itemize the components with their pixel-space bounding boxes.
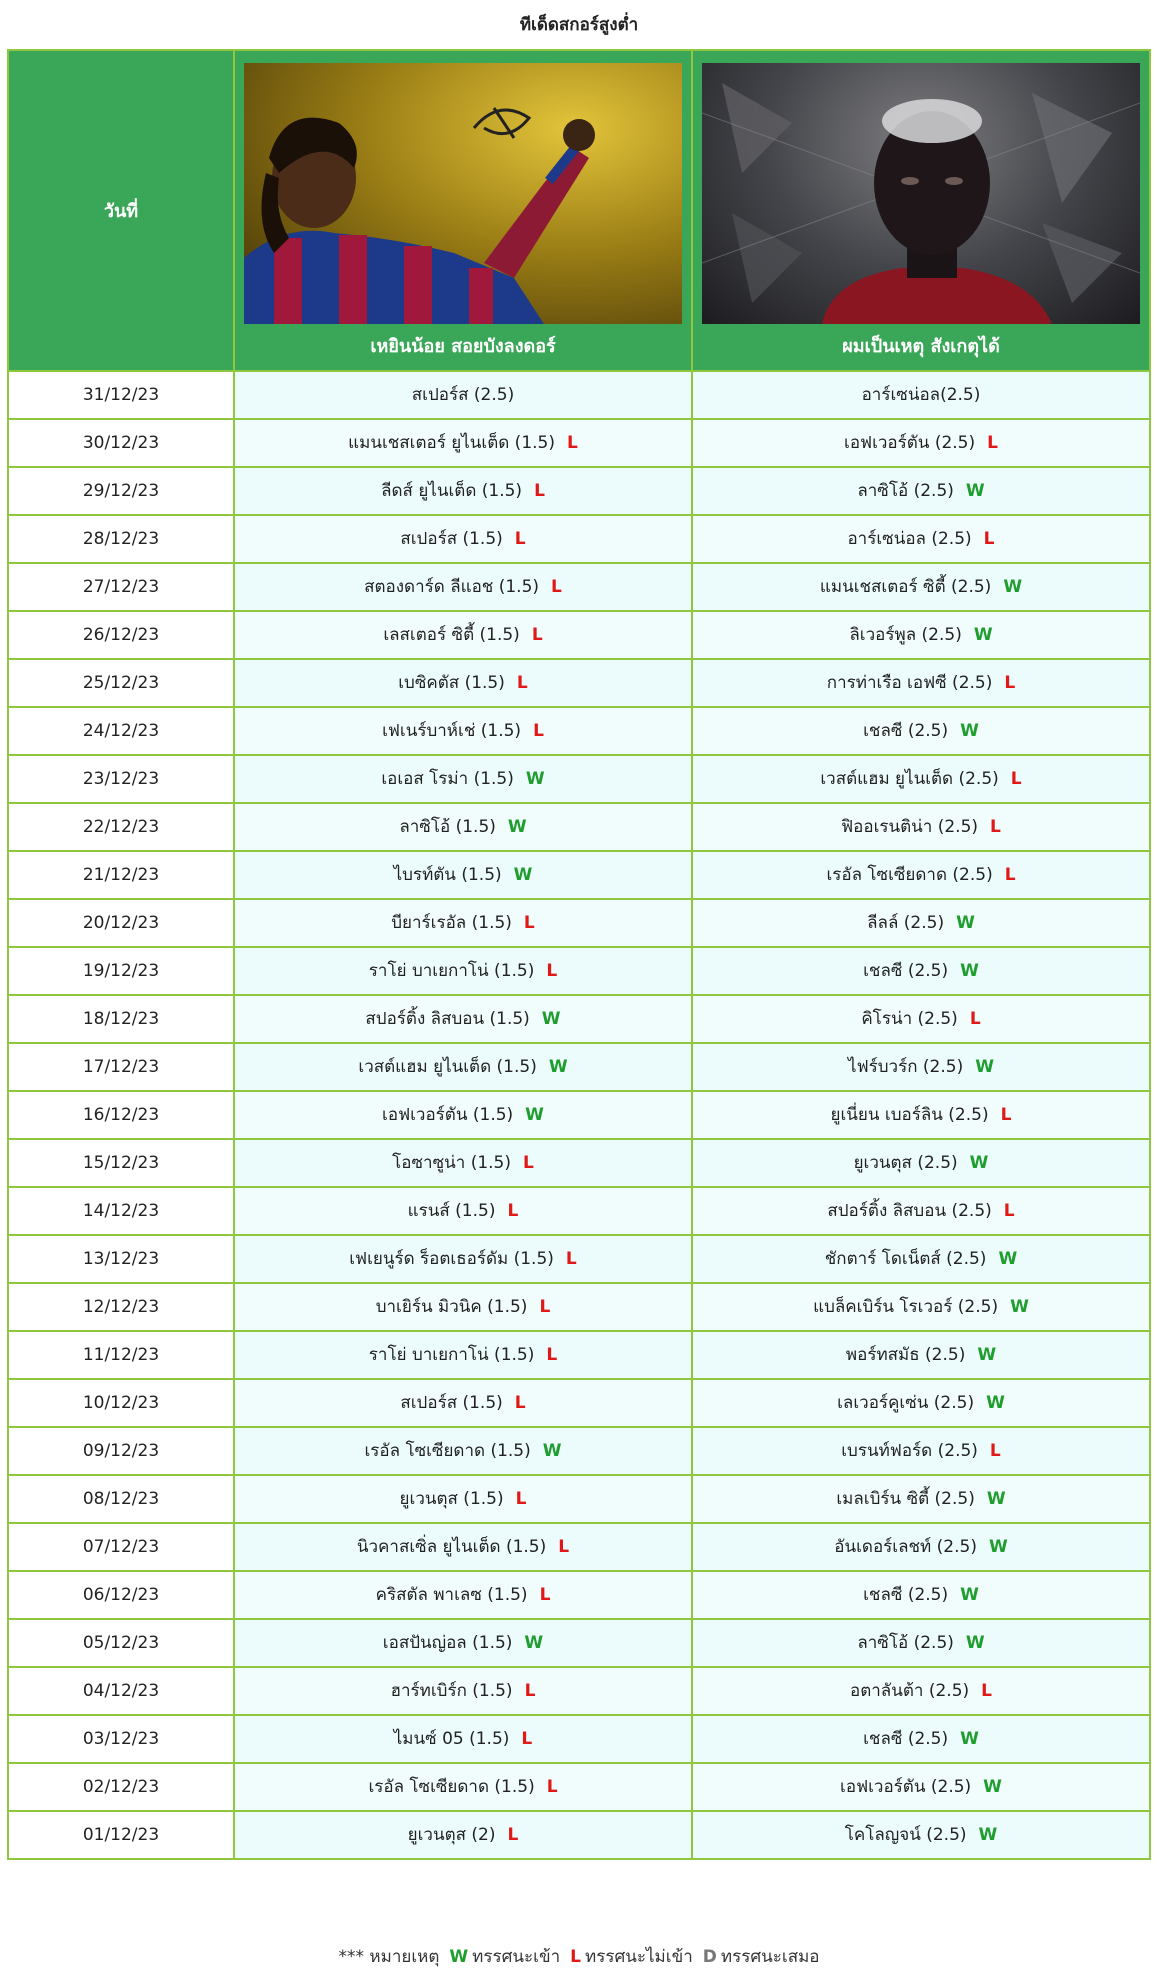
footballer-barcelona-photo bbox=[244, 63, 682, 324]
pick-team: เอฟเวอร์ตัน (2.5) bbox=[844, 433, 976, 453]
tipster-2-pick-cell bbox=[692, 1187, 1150, 1235]
pick-team: คริสตัล พาเลซ (1.5) bbox=[375, 1585, 528, 1605]
table-row bbox=[8, 515, 1150, 563]
result-badge: W bbox=[960, 961, 979, 981]
result-badge: L bbox=[987, 433, 998, 453]
tipster-1-pick-cell bbox=[234, 899, 692, 947]
pick-team: เฟเยนูร์ด ร็อตเธอร์ดัม (1.5) bbox=[349, 1249, 554, 1269]
result-badge: L bbox=[524, 1681, 536, 1701]
tipster-2-pick-cell bbox=[692, 371, 1150, 419]
tipster-1-pick-cell bbox=[234, 1571, 692, 1619]
tipster-1-pick-cell bbox=[234, 1331, 692, 1379]
table-row bbox=[8, 1571, 1150, 1619]
result-badge: L bbox=[507, 1201, 519, 1221]
legend-label-draw: ทรรศนะเสมอ bbox=[720, 1947, 820, 1967]
tipster-2-pick-cell bbox=[692, 1763, 1150, 1811]
result-badge: W bbox=[977, 1345, 997, 1365]
table-row bbox=[8, 1283, 1150, 1331]
row-date: 30/12/23 bbox=[8, 419, 234, 467]
tipster-2-pick-cell bbox=[692, 563, 1150, 611]
pick-team: แรนส์ (1.5) bbox=[407, 1201, 496, 1221]
tipster-2-pick-cell bbox=[692, 947, 1150, 995]
pick-team: สปอร์ติ้ง ลิสบอน (1.5) bbox=[365, 1009, 530, 1029]
tipster-2-pick-cell bbox=[692, 1715, 1150, 1763]
pick-team: ฟิออเรนติน่า (2.5) bbox=[841, 817, 979, 837]
row-date: 27/12/23 bbox=[8, 563, 234, 611]
legend-label-win: ทรรศนะเข้า bbox=[472, 1947, 561, 1967]
row-date: 16/12/23 bbox=[8, 1091, 234, 1139]
row-date: 20/12/23 bbox=[8, 899, 234, 947]
table-row bbox=[8, 1619, 1150, 1667]
result-badge: W bbox=[525, 769, 545, 789]
result-badge: L bbox=[1000, 1105, 1012, 1125]
row-date: 01/12/23 bbox=[8, 1811, 234, 1859]
tipster-2-pick-cell bbox=[692, 995, 1150, 1043]
row-date: 14/12/23 bbox=[8, 1187, 234, 1235]
result-badge: W bbox=[507, 817, 527, 837]
table-row bbox=[8, 899, 1150, 947]
row-date: 21/12/23 bbox=[8, 851, 234, 899]
footballer-portrait-photo bbox=[702, 63, 1140, 324]
tipster-2-pick-cell bbox=[692, 1811, 1150, 1859]
date-column-header: วันที่ bbox=[8, 50, 234, 371]
result-badge: W bbox=[524, 1633, 544, 1653]
tipster-2-pick-cell bbox=[692, 1379, 1150, 1427]
tipster-1-pick-cell bbox=[234, 995, 692, 1043]
result-badge: L bbox=[507, 1825, 519, 1845]
tipster-1-pick-cell bbox=[234, 1043, 692, 1091]
pick-team: บียาร์เรอัล (1.5) bbox=[391, 913, 512, 933]
result-badge: L bbox=[969, 1009, 981, 1029]
result-badge: L bbox=[539, 1585, 551, 1605]
row-date: 12/12/23 bbox=[8, 1283, 234, 1331]
table-row bbox=[8, 467, 1150, 515]
tipster-2-pick-cell bbox=[692, 1571, 1150, 1619]
result-badge: L bbox=[983, 529, 995, 549]
table-row bbox=[8, 1715, 1150, 1763]
tipster-1-pick-cell bbox=[234, 419, 692, 467]
row-date: 03/12/23 bbox=[8, 1715, 234, 1763]
row-date: 10/12/23 bbox=[8, 1379, 234, 1427]
table-row bbox=[8, 1139, 1150, 1187]
tipster-1-pick-cell bbox=[234, 1427, 692, 1475]
pick-team: ไฟร์บวร์ก (2.5) bbox=[848, 1057, 964, 1077]
pick-team: นิวคาสเซิ่ล ยูไนเต็ด (1.5) bbox=[356, 1537, 547, 1557]
result-badge: W bbox=[969, 1153, 989, 1173]
result-badge: L bbox=[516, 673, 528, 693]
pick-team: เชลซี (2.5) bbox=[863, 721, 949, 741]
tipster-2-pick-cell bbox=[692, 1427, 1150, 1475]
tipster-1-pick-cell bbox=[234, 1763, 692, 1811]
pick-team: สปอร์ติ้ง ลิสบอน (2.5) bbox=[827, 1201, 992, 1221]
tipster-2-pick-cell bbox=[692, 1091, 1150, 1139]
tipster-1-pick-cell bbox=[234, 1139, 692, 1187]
result-badge: W bbox=[541, 1009, 561, 1029]
result-badge: L bbox=[567, 433, 578, 453]
row-date: 18/12/23 bbox=[8, 995, 234, 1043]
table-row bbox=[8, 1523, 1150, 1571]
table-row bbox=[8, 611, 1150, 659]
tipster-2-pick-cell bbox=[692, 1043, 1150, 1091]
tipster-2-pick-cell bbox=[692, 707, 1150, 755]
row-date: 25/12/23 bbox=[8, 659, 234, 707]
pick-team: ลาซิโอ้ (1.5) bbox=[399, 817, 496, 837]
result-badge: L bbox=[546, 1777, 558, 1797]
row-date: 07/12/23 bbox=[8, 1523, 234, 1571]
table-row bbox=[8, 1235, 1150, 1283]
result-badge: L bbox=[1003, 1201, 1015, 1221]
table-row bbox=[8, 1091, 1150, 1139]
result-badge: W bbox=[983, 1777, 1002, 1797]
tipster-2-pick-cell bbox=[692, 755, 1150, 803]
result-badge: L bbox=[981, 1681, 992, 1701]
tips-table-body bbox=[8, 371, 1150, 1859]
tipster-1-pick-cell bbox=[234, 1187, 692, 1235]
pick-team: เรอัล โซเซียดาด (1.5) bbox=[364, 1441, 531, 1461]
table-row bbox=[8, 1475, 1150, 1523]
pick-team: แบล็คเบิร์น โรเวอร์ (2.5) bbox=[813, 1297, 999, 1317]
result-badge: W bbox=[965, 1633, 985, 1653]
row-date: 15/12/23 bbox=[8, 1139, 234, 1187]
table-row bbox=[8, 803, 1150, 851]
result-badge: L bbox=[523, 913, 535, 933]
tipster-1-pick-cell bbox=[234, 1475, 692, 1523]
pick-team: โอซาซูน่า (1.5) bbox=[392, 1153, 511, 1173]
tipster-1-pick-cell bbox=[234, 803, 692, 851]
row-date: 08/12/23 bbox=[8, 1475, 234, 1523]
pick-team: เบรนท์ฟอร์ด (2.5) bbox=[841, 1441, 978, 1461]
row-date: 29/12/23 bbox=[8, 467, 234, 515]
tipster-2-pick-cell bbox=[692, 1475, 1150, 1523]
pick-team: ลิเวอร์พูล (2.5) bbox=[849, 625, 962, 645]
pick-team: เฟเนร์บาห์เช่ (1.5) bbox=[382, 721, 522, 741]
pick-team: ไมนซ์ 05 (1.5) bbox=[393, 1729, 510, 1749]
tipster-1-pick-cell bbox=[234, 611, 692, 659]
row-date: 09/12/23 bbox=[8, 1427, 234, 1475]
result-badge: L bbox=[565, 1249, 577, 1269]
pick-team: ลาซิโอ้ (2.5) bbox=[857, 481, 954, 501]
row-date: 04/12/23 bbox=[8, 1667, 234, 1715]
result-badge: W bbox=[960, 1729, 979, 1749]
table-row bbox=[8, 755, 1150, 803]
result-badge: W bbox=[956, 913, 975, 933]
result-badge: W bbox=[542, 1441, 562, 1461]
tipster-2-header bbox=[692, 50, 1150, 371]
legend-label-loss: ทรรศนะไม่เข้า bbox=[585, 1947, 693, 1967]
tipster-1-pick-cell bbox=[234, 1235, 692, 1283]
table-row bbox=[8, 1427, 1150, 1475]
pick-team: ราโย่ บาเยกาโน่ (1.5) bbox=[368, 961, 535, 981]
result-badge: L bbox=[533, 721, 544, 741]
tipster-1-pick-cell bbox=[234, 1523, 692, 1571]
photo-illustration bbox=[702, 63, 1140, 324]
result-badge: L bbox=[523, 1153, 534, 1173]
pick-team: เมลเบิร์น ซิตี้ (2.5) bbox=[836, 1489, 975, 1509]
table-row bbox=[8, 707, 1150, 755]
row-date: 06/12/23 bbox=[8, 1571, 234, 1619]
pick-team: บาเยิร์น มิวนิค (1.5) bbox=[375, 1297, 528, 1317]
pick-team: ชักตาร์ โดเน็ตส์ (2.5) bbox=[824, 1249, 987, 1269]
pick-team: เลสเตอร์ ซิตี้ (1.5) bbox=[383, 625, 520, 645]
tipster-1-header bbox=[234, 50, 692, 371]
table-row bbox=[8, 1187, 1150, 1235]
pick-team: อตาลันต้า (2.5) bbox=[850, 1681, 970, 1701]
table-header-row bbox=[8, 50, 1150, 371]
legend-key-win: W bbox=[449, 1947, 469, 1967]
table-row bbox=[8, 659, 1150, 707]
table-row bbox=[8, 563, 1150, 611]
tipster-2-pick-cell bbox=[692, 1619, 1150, 1667]
tipster-2-pick-cell bbox=[692, 611, 1150, 659]
tipster-2-pick-cell bbox=[692, 1283, 1150, 1331]
pick-team: เอเอส โรม่า (1.5) bbox=[381, 769, 514, 789]
result-badge: W bbox=[960, 721, 979, 741]
row-date: 13/12/23 bbox=[8, 1235, 234, 1283]
tipster-2-pick-cell bbox=[692, 1139, 1150, 1187]
table-row bbox=[8, 419, 1150, 467]
table-row bbox=[8, 1667, 1150, 1715]
pick-team: เรอัล โซเซียดาด (1.5) bbox=[368, 1777, 535, 1797]
result-badge: L bbox=[546, 1345, 558, 1365]
pick-team: การท่าเรือ เอฟซี (2.5) bbox=[826, 673, 993, 693]
tipster-1-pick-cell bbox=[234, 371, 692, 419]
tipster-1-pick-cell bbox=[234, 1283, 692, 1331]
pick-team: แมนเชสเตอร์ ซิตี้ (2.5) bbox=[819, 577, 992, 597]
result-badge: W bbox=[960, 1585, 979, 1605]
pick-team: เชลซี (2.5) bbox=[863, 1585, 949, 1605]
result-badge: W bbox=[965, 481, 985, 501]
result-badge: L bbox=[558, 1537, 570, 1557]
table-row bbox=[8, 371, 1150, 419]
tipster-1-pick-cell bbox=[234, 947, 692, 995]
pick-team: ลาซิโอ้ (2.5) bbox=[857, 1633, 954, 1653]
pick-team: ไบรท์ตัน (1.5) bbox=[393, 865, 502, 885]
result-badge: L bbox=[514, 529, 526, 549]
tipster-2-pick-cell bbox=[692, 467, 1150, 515]
pick-team: แมนเชสเตอร์ ยูไนเต็ด (1.5) bbox=[348, 433, 555, 453]
photo-illustration bbox=[244, 63, 682, 324]
row-date: 23/12/23 bbox=[8, 755, 234, 803]
result-badge: L bbox=[534, 481, 545, 501]
tipster-1-name: เหยินน้อย สอยบังลงดอร์ bbox=[370, 336, 556, 357]
result-badge: W bbox=[525, 1105, 544, 1125]
tipster-2-pick-cell bbox=[692, 803, 1150, 851]
pick-team: เอสปันญ่อล (1.5) bbox=[382, 1633, 513, 1653]
pick-team: คิโรน่า (2.5) bbox=[861, 1009, 958, 1029]
result-badge: L bbox=[515, 1489, 527, 1509]
tipster-2-pick-cell bbox=[692, 1331, 1150, 1379]
tipster-1-pick-cell bbox=[234, 515, 692, 563]
result-badge: W bbox=[986, 1393, 1005, 1413]
pick-team: เวสต์แฮม ยูไนเต็ด (2.5) bbox=[820, 769, 999, 789]
pick-team: ยูเวนตุส (2.5) bbox=[853, 1153, 958, 1173]
pick-team: สเปอร์ส (2.5) bbox=[411, 385, 515, 405]
tipster-2-pick-cell bbox=[692, 1235, 1150, 1283]
row-date: 26/12/23 bbox=[8, 611, 234, 659]
result-badge: L bbox=[531, 625, 543, 645]
row-date: 28/12/23 bbox=[8, 515, 234, 563]
pick-team: ราโย่ บาเยกาโน่ (1.5) bbox=[368, 1345, 535, 1365]
tipster-2-pick-cell bbox=[692, 515, 1150, 563]
row-date: 31/12/23 bbox=[8, 371, 234, 419]
table-row bbox=[8, 947, 1150, 995]
result-badge: W bbox=[998, 1249, 1018, 1269]
pick-team: เชลซี (2.5) bbox=[863, 1729, 949, 1749]
result-badge: L bbox=[1004, 673, 1016, 693]
result-badge: W bbox=[986, 1489, 1006, 1509]
pick-team: ลีดส์ ยูไนเต็ด (1.5) bbox=[381, 481, 523, 501]
pick-team: ฮาร์ทเบิร์ก (1.5) bbox=[390, 1681, 513, 1701]
pick-team: สเปอร์ส (1.5) bbox=[400, 1393, 503, 1413]
result-badge: L bbox=[1004, 865, 1016, 885]
tipster-2-name: ผมเป็นเหตุ สังเกตุได้ bbox=[842, 336, 1000, 357]
legend-key-draw: D bbox=[702, 1947, 717, 1967]
tipster-2-pick-cell bbox=[692, 899, 1150, 947]
row-date: 11/12/23 bbox=[8, 1331, 234, 1379]
table-row bbox=[8, 1331, 1150, 1379]
pick-team: เชลซี (2.5) bbox=[863, 961, 949, 981]
tipster-2-pick-cell bbox=[692, 1523, 1150, 1571]
tipster-1-pick-cell bbox=[234, 707, 692, 755]
pick-team: เอฟเวอร์ตัน (1.5) bbox=[382, 1105, 514, 1125]
pick-team: อาร์เซน่อล(2.5) bbox=[861, 385, 981, 405]
tipster-1-pick-cell bbox=[234, 755, 692, 803]
legend-prefix: *** หมายเหตุ bbox=[338, 1947, 440, 1967]
pick-team: เอฟเวอร์ตัน (2.5) bbox=[840, 1777, 972, 1797]
table-row bbox=[8, 851, 1150, 899]
row-date: 05/12/23 bbox=[8, 1619, 234, 1667]
tipster-2-pick-cell bbox=[692, 659, 1150, 707]
table-row bbox=[8, 1379, 1150, 1427]
row-date: 24/12/23 bbox=[8, 707, 234, 755]
legend bbox=[0, 1942, 1158, 1972]
result-badge: L bbox=[546, 961, 558, 981]
result-badge: W bbox=[548, 1057, 568, 1077]
row-date: 17/12/23 bbox=[8, 1043, 234, 1091]
tipster-1-pick-cell bbox=[234, 467, 692, 515]
pick-team: ยูเวนตุส (2) bbox=[407, 1825, 496, 1845]
tipster-2-pick-cell bbox=[692, 419, 1150, 467]
result-badge: W bbox=[1003, 577, 1023, 597]
pick-team: เลเวอร์คูเซ่น (2.5) bbox=[837, 1393, 975, 1413]
pick-team: พอร์ทสมัธ (2.5) bbox=[845, 1345, 966, 1365]
result-badge: L bbox=[521, 1729, 533, 1749]
pick-team: ยูเวนตุส (1.5) bbox=[399, 1489, 504, 1509]
pick-team: เบซิคตัส (1.5) bbox=[398, 673, 505, 693]
tipster-2-pick-cell bbox=[692, 1667, 1150, 1715]
pick-team: สเปอร์ส (1.5) bbox=[400, 529, 503, 549]
table-row bbox=[8, 995, 1150, 1043]
table-row bbox=[8, 1043, 1150, 1091]
pick-team: อาร์เซน่อล (2.5) bbox=[847, 529, 972, 549]
tipster-1-pick-cell bbox=[234, 1667, 692, 1715]
legend-key-loss: L bbox=[570, 1947, 581, 1967]
tipster-1-pick-cell bbox=[234, 1379, 692, 1427]
result-badge: L bbox=[1010, 769, 1022, 789]
pick-team: สตองดาร์ด ลีแอช (1.5) bbox=[364, 577, 540, 597]
tipster-1-pick-cell bbox=[234, 851, 692, 899]
table-row bbox=[8, 1811, 1150, 1859]
pick-team: ลีลล์ (2.5) bbox=[867, 913, 945, 933]
result-badge: L bbox=[514, 1393, 526, 1413]
tips-table bbox=[7, 49, 1151, 1860]
tipster-2-pick-cell bbox=[692, 851, 1150, 899]
tipster-1-pick-cell bbox=[234, 1091, 692, 1139]
result-badge: L bbox=[990, 817, 1001, 837]
result-badge: L bbox=[989, 1441, 1001, 1461]
row-date: 02/12/23 bbox=[8, 1763, 234, 1811]
result-badge: L bbox=[551, 577, 562, 597]
row-date: 19/12/23 bbox=[8, 947, 234, 995]
result-badge: W bbox=[978, 1825, 998, 1845]
result-badge: W bbox=[513, 865, 533, 885]
tipster-1-pick-cell bbox=[234, 1715, 692, 1763]
result-badge: W bbox=[973, 625, 993, 645]
pick-team: เวสต์แฮม ยูไนเต็ด (1.5) bbox=[358, 1057, 537, 1077]
pick-team: โคโลญจน์ (2.5) bbox=[844, 1825, 967, 1845]
row-date: 22/12/23 bbox=[8, 803, 234, 851]
tipster-1-pick-cell bbox=[234, 1811, 692, 1859]
tipster-1-pick-cell bbox=[234, 1619, 692, 1667]
page-title: ทีเด็ดสกอร์สูงต่ำ bbox=[519, 15, 639, 35]
pick-team: อันเดอร์เลชท์ (2.5) bbox=[834, 1537, 977, 1557]
pick-team: ยูเนี่ยน เบอร์ลิน (2.5) bbox=[830, 1105, 989, 1125]
tipster-1-pick-cell bbox=[234, 563, 692, 611]
result-badge: L bbox=[539, 1297, 551, 1317]
result-badge: W bbox=[988, 1537, 1008, 1557]
tipster-1-pick-cell bbox=[234, 659, 692, 707]
result-badge: W bbox=[975, 1057, 994, 1077]
result-badge: W bbox=[1010, 1297, 1029, 1317]
table-row bbox=[8, 1763, 1150, 1811]
pick-team: เรอัล โซเซียดาด (2.5) bbox=[826, 865, 993, 885]
